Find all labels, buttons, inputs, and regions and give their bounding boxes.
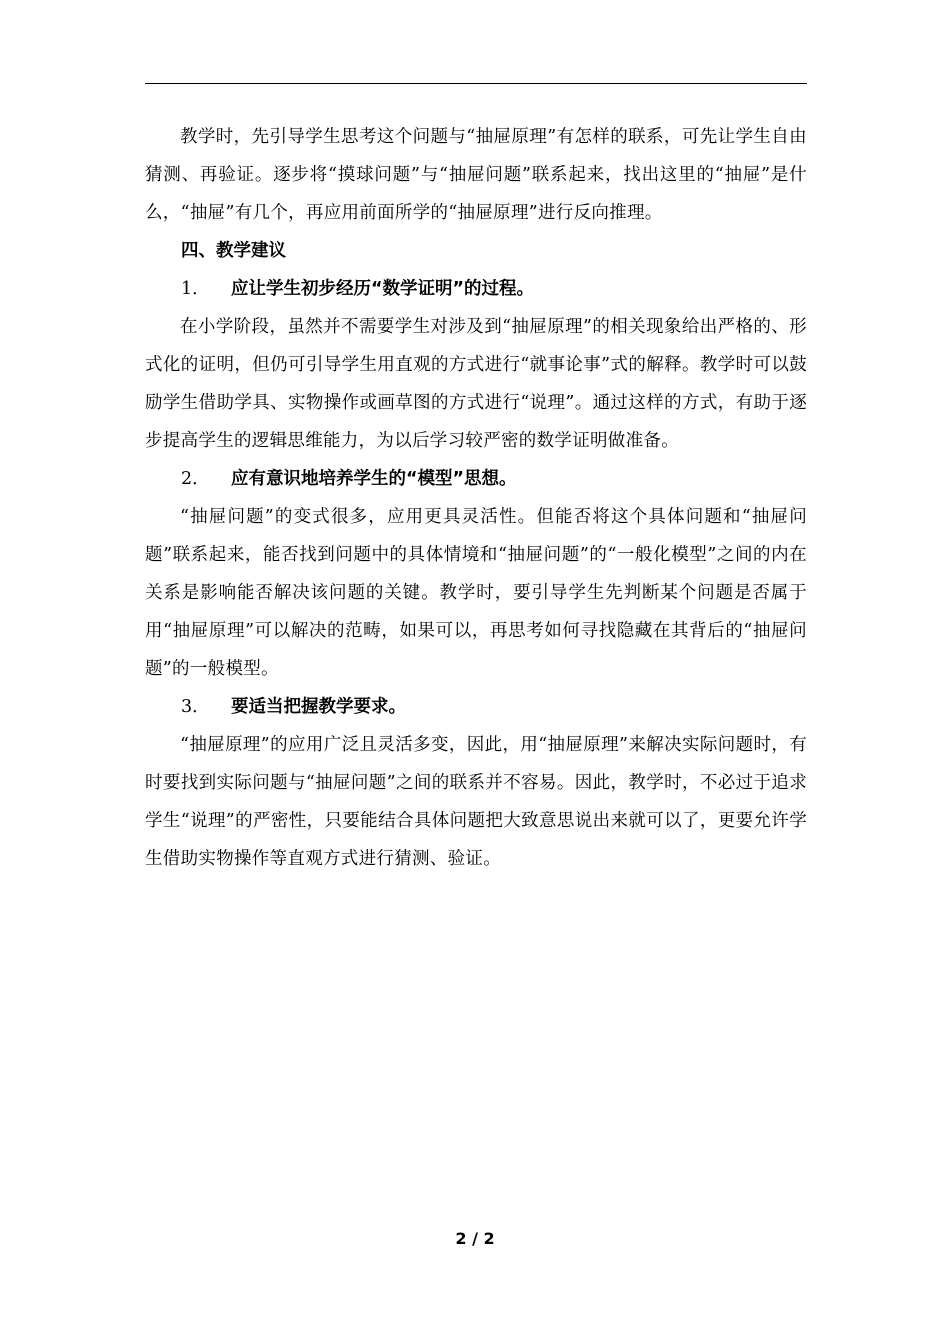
paragraph-requirements: “抽屉原理”的应用广泛且灵活多变，因此，用“抽屉原理”来解决实际问题时，有时要找到实际问题与“抽屉问题”之间的联系并不容易。因此，教学时，不必过于追求学生“说理”的严密性，只要能结合具体问题把大致意思说出来就可以了，更要允许学生借助实物操作等直观方式进行猜测、验证。 [145, 735, 807, 869]
paragraph-intro: 教学时，先引导学生思考这个问题与“抽屉原理”有怎样的联系，可先让学生自由猜测、再验证。逐步将“摸球问题”与“抽屉问题”联系起来，找出这里的“抽屉”是什么，“抽屉”有几个，再应用前面所学的“抽屉原理”进行反向推理。 [145, 127, 807, 223]
section-title: 四、教学建议 [181, 241, 286, 261]
page-number: 2 / 2 [455, 1229, 495, 1248]
document-body [145, 118, 807, 878]
paragraph-proof: 在小学阶段，虽然并不需要学生对涉及到“抽屉原理”的相关现象给出严格的、形式化的证明，但仍可引导学生用直观的方式进行“就事论事”式的解释。教学时可以鼓励学生借助学具、实物操作或画草图的方式进行“说理”。通过这样的方式，有助于逐步提高学生的逻辑思维能力，为以后学习较严密的数学证明做准备。 [145, 317, 807, 451]
subheading-3-text: 要适当把握教学要求。 [231, 697, 406, 717]
subheading-1-text: 应让学生初步经历“数学证明”的过程。 [231, 279, 535, 299]
header-rule [145, 83, 807, 84]
subheading-3 [145, 688, 807, 726]
paragraph-model: “抽屉问题”的变式很多，应用更具灵活性。但能否将这个具体问题和“抽屉问题”联系起来，能否找到问题中的具体情境和“抽屉问题”的“一般化模型”之间的内在关系是影响能否解决该问题的关键。教学时，要引导学生先判断某个问题是否属于用“抽屉原理”可以解决的范畴，如果可以，再思考如何寻找隐藏在其背后的“抽屉问题”的一般模型。 [145, 507, 807, 679]
subheading-3-number: 3． [181, 697, 210, 717]
subheading-2 [145, 460, 807, 498]
subheading-2-number: 2． [181, 469, 210, 489]
subheading-1 [145, 270, 807, 308]
subheading-2-text: 应有意识地培养学生的“模型”思想。 [231, 469, 517, 489]
subheading-1-number: 1． [181, 279, 210, 299]
